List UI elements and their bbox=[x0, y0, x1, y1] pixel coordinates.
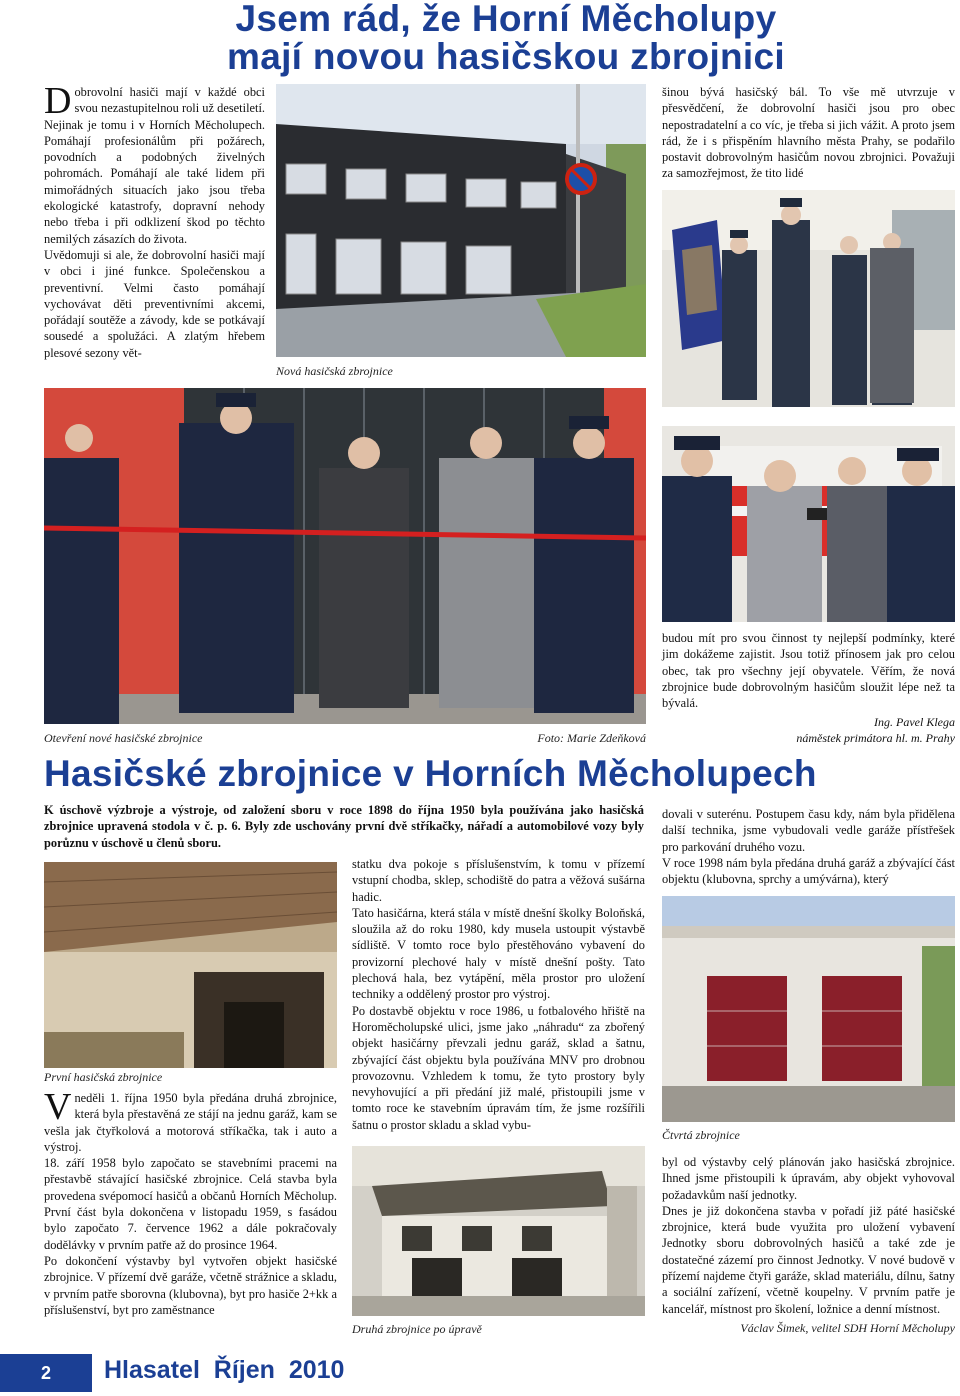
article2-paragraph-5: Tato hasičárna, která stála v místě dnešní školky Boloňská, sloužila až do roku 1980, kdy musela ustoupit výstavbě sídliště. V tomto roce bylo přestěhováno vybavení do provizorní plechové haly v místě dnešní pošty. Tato plechová hala, bez vytápění, měla prostor pro uložení techniky a oddělený prostor pro výstroj. bbox=[352, 905, 645, 1002]
article1-column-1 bbox=[44, 80, 265, 361]
article2-paragraph-2: 18. září 1958 bylo započato se stavebními pracemi na přestavbě stávající hasičské zbrojnice. Celá stavba byla provedena svépomocí hasičů a občanů Horních Měcholup. První část byla dokončena v listopadu 1959, s fasádou bylo započato 7. července 1962 a dále pokračovaly dodělávky v prvním patře až do prosince 1964. bbox=[44, 1156, 337, 1252]
interview-photo bbox=[662, 426, 955, 622]
article1-headline bbox=[176, 0, 836, 76]
publication-year: 2010 bbox=[288, 1356, 345, 1384]
article1-paragraph-3: šinou bývá hasičský bál. To vše mě utvrzuje v přesvědčení, že dobrovolní hasiči jsou pro obec nepostradatelní a co víc, je třeba si jich vážit. A proto jsem rád, že i s přispěním hlavního města Prahy, se podařilo postavit dobrovolným hasičům novou zbrojnici. Považuji za samozřejmost, že tito lidé bbox=[662, 85, 955, 181]
article2-paragraph-8: V roce 1998 nám byla předána druhá garáž a zbývající část objektu (klubovna, sprchy a umývárna), který bbox=[662, 855, 955, 887]
dropcap: D bbox=[44, 80, 72, 122]
article2-paragraph-9: byl od výstavby celý plánován jako hasičská zbrojnice. Ihned jsme přistoupili k úpravám, aby objekt vyhovoval požadavkům naší jednotky. bbox=[662, 1155, 955, 1202]
article1-signature bbox=[662, 714, 955, 746]
article1-paragraph-2: Uvědomuji si ale, že dobrovolní hasiči mají v obci i jiné funkce. Společenskou a preventivní. Velmi často pomáhají vychovávat děti preventivními akcemi, pořádají soutěže a závody, kde se potkávají sousedé a spolužáci. A zlatým hřebem plesové sezony vět- bbox=[44, 247, 265, 360]
new-fire-station-photo bbox=[276, 84, 646, 357]
dropcap-v: V bbox=[44, 1086, 72, 1128]
caption-second-station: Druhá zbrojnice po úpravě bbox=[352, 1322, 482, 1336]
article2-headline: Hasičské zbrojnice v Horních Měcholupech bbox=[44, 753, 817, 794]
headline-line-2: mají novou hasičskou zbrojnici bbox=[227, 36, 785, 77]
article2-paragraph-1: Vneděli 1. října 1950 byla předána druhá zbrojnice, která byla přestavěná ze stájí na jednu garáž, kam se vešla jak čtyřkolová a motorová stříkačka, tak i auto a výstroj. bbox=[44, 1086, 337, 1154]
photo-credit: Foto: Marie Zdeňková bbox=[537, 731, 646, 745]
article2-column-3-top bbox=[662, 806, 955, 887]
first-fire-station-photo bbox=[44, 862, 337, 1068]
publication-month: Říjen bbox=[213, 1356, 275, 1384]
article2-paragraph-3: Po dokončení výstavby byl vytvořen objekt hasičské zbrojnice. V přízemí dvě garáže, včetně strážnice a skladu, v prvním patře sborovna (klubovna), byt pro hasiče 2+kk a příslušenství, byt pro zaměstnance bbox=[44, 1253, 337, 1317]
caption-opening: Otevření nové hasičské zbrojnice bbox=[44, 731, 203, 745]
signature-role: náměstek primátora hl. m. Prahy bbox=[796, 731, 955, 745]
caption-fourth-station: Čtvrtá zbrojnice bbox=[662, 1128, 740, 1142]
page-number: 2 bbox=[40, 1362, 51, 1383]
headline-line-1: Jsem rád, že Horní Měcholupy bbox=[235, 0, 777, 39]
article2-column-1 bbox=[44, 1086, 337, 1318]
article2-signature: Václav Šimek, velitel SDH Horní Měcholupy bbox=[740, 1321, 955, 1335]
caption-new-station: Nová hasičská zbrojnice bbox=[276, 364, 393, 378]
article2-column-3-bottom bbox=[662, 1154, 955, 1317]
second-fire-station-photo bbox=[352, 1146, 645, 1316]
publication-footer bbox=[104, 1356, 344, 1385]
caption-first-station: První hasičská zbrojnice bbox=[44, 1070, 163, 1084]
article2-paragraph-4: statku dva pokoje s příslušenstvím, k tomu v přízemí vstupní chodba, sklep, schodiště do patra a věžová sušárna hadic. bbox=[352, 857, 645, 904]
article1-column-3-bottom bbox=[662, 630, 955, 711]
article1-paragraph-4: budou mít pro svou činnost ty nejlepší podmínky, které jim dokážeme zajistit. Jsou totiž přínosem jak pro celou obec, tak pro všechny její obyvatele. Věřím, že nová zbrojnice bude dobrovolným hasičům sloužit lépe než ta bývalá. bbox=[662, 631, 955, 711]
article1-column-3-top bbox=[662, 84, 955, 182]
article2-intro: K úschově výzbroje a výstroje, od založení sboru v roce 1898 do října 1950 byla používána jako hasičská zbrojnice upravená stodola v č. p. 6. Byly zde uschovány první dvě stříkačky, nářadí a automobilové vozy byly porůznu v úschově u členů sboru. bbox=[44, 803, 644, 850]
article2-paragraph-6: Po dostavbě objektu v roce 1986, u fotbalového hřiště na Horoměcholupské ulici, jsme jako „náhradu“ za zbořený objekt hasičárny převzali jednu garáž, sklad a šatnu, zbývající část objektu byla používána MNV pro drobnou provozovnu. Vzhledem k tomu, že tyto prostory byly nevyhovující a při předání již malé, přistoupili jsme v tomto roce ke stavebním úpravám tím, že jsme rozšířili šatnu o prostor skladu a sklad vybu- bbox=[352, 1003, 645, 1132]
signature-name: Ing. Pavel Klega bbox=[874, 715, 955, 729]
officials-photo bbox=[662, 190, 955, 407]
article2-paragraph-7: dovali v suterénu. Postupem času kdy, nám byla přidělena další technika, jsme vybudovali vedle garáže přístřešek pro parkování druhého vozu. bbox=[662, 807, 955, 854]
article1-paragraph-1: Dobrovolní hasiči mají v každé obci svou nezastupitelnou roli už desetiletí. Nejinak je tomu i v Horních Měcholupech. Pomáhají profesionálům při požárech, povodních a podobných živelných pohromách. Pomáhají ale také lidem při mimořádných situacích jako jsou třeba ekologické katastrofy, dopravní nehody nebo třeba i při odklizení škod po těchto nemilých zásazích do života. bbox=[44, 80, 265, 246]
page-number-box bbox=[0, 1354, 92, 1392]
publication-name: Hlasatel bbox=[104, 1356, 200, 1384]
article2-paragraph-10: Dnes je již dokončena stavba v pořadí již páté hasičské zbrojnice, která bude využita pro uložení vybavení Jednotky sboru dobrovolných hasičů a také zde je dostatečné zázemí pro činnost Jednotky. V nové budově v přízemí najdeme čtyři garáže, sklad materiálu, dílnu, šatny a sociální zařízení, včetně koupelny. V prvním patře je kancelář, místnost pro školení, ložnice a denní místnost. bbox=[662, 1203, 955, 1316]
article2-column-2 bbox=[352, 856, 645, 1133]
ribbon-cutting-photo bbox=[44, 388, 646, 724]
fourth-fire-station-photo bbox=[662, 896, 955, 1122]
